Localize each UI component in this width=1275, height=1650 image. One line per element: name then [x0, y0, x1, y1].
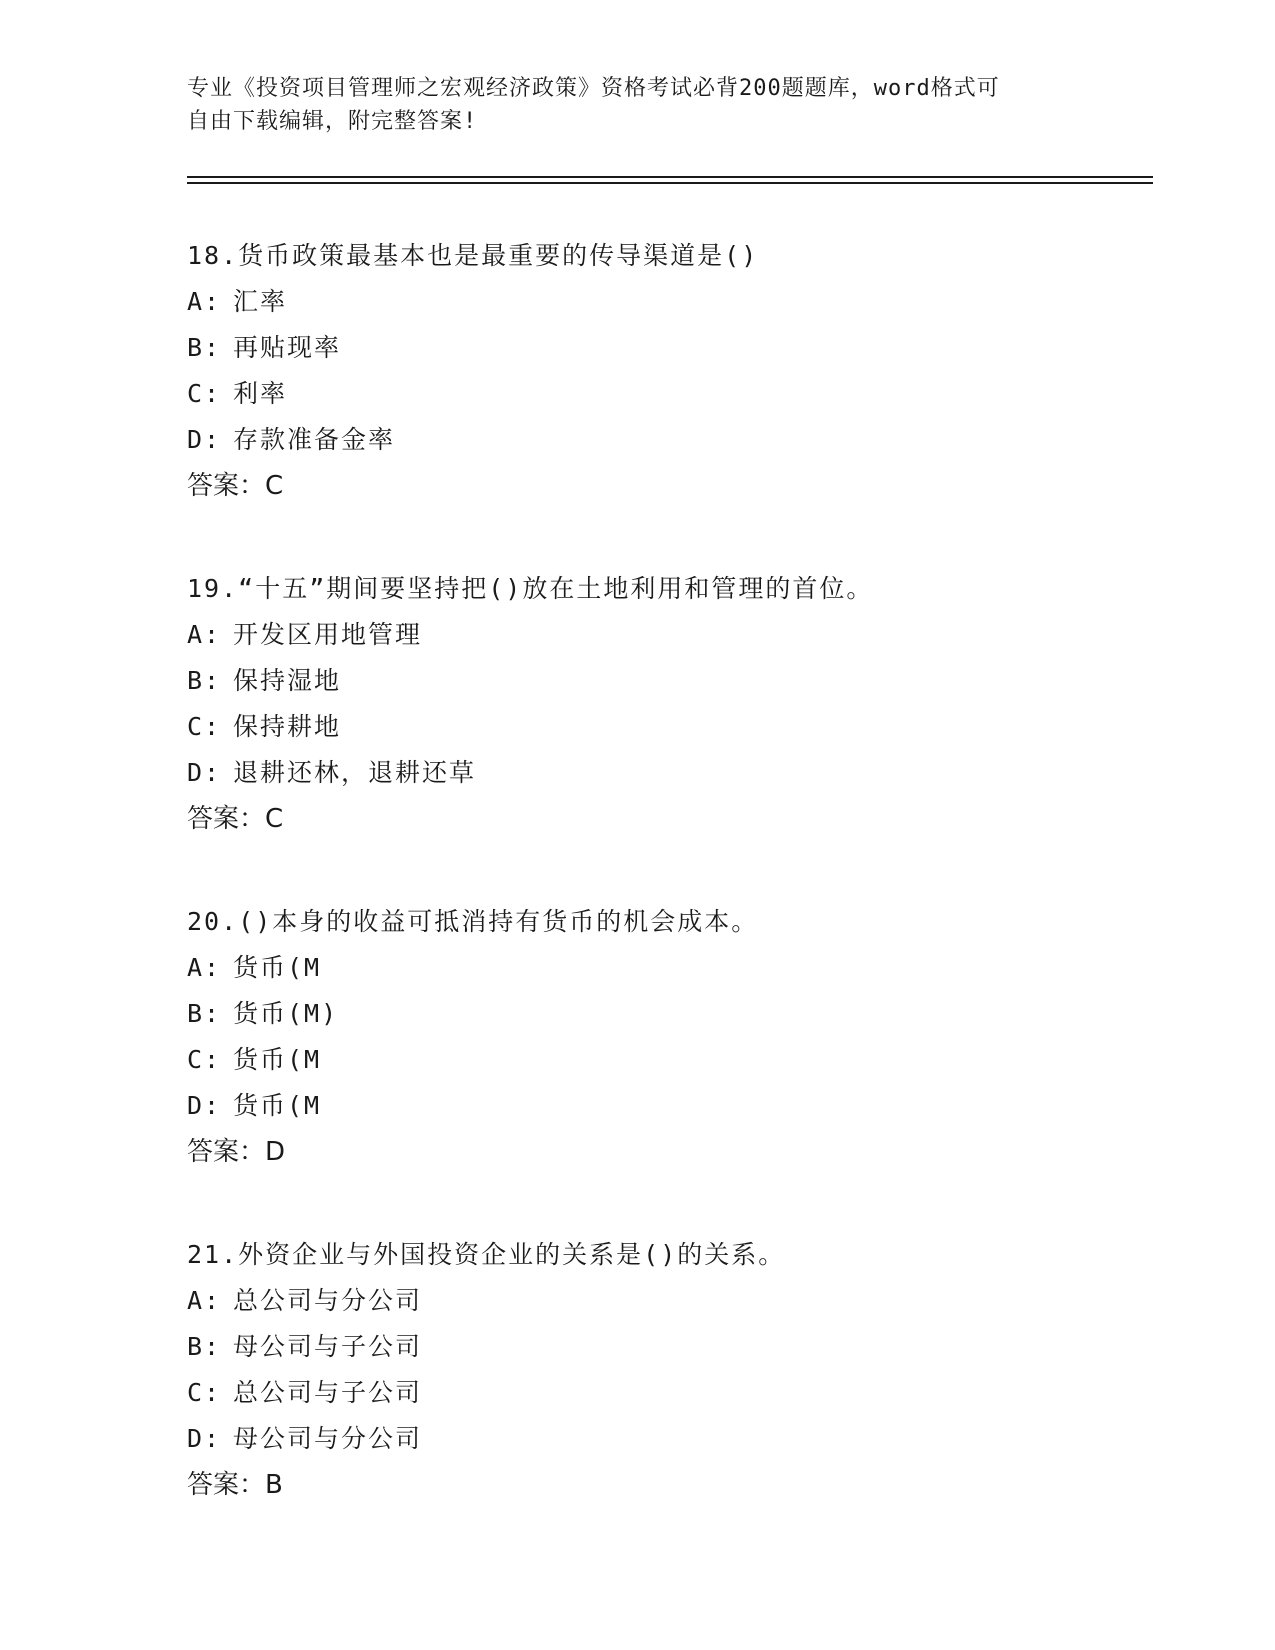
question-19	[187, 566, 1153, 842]
option-a	[187, 612, 1153, 658]
option-text: 再贴现率	[233, 333, 342, 362]
answer-line: 答案：C	[187, 804, 284, 834]
option-d	[187, 750, 1153, 796]
option-c	[187, 704, 1153, 750]
answer-line: 答案：B	[187, 1470, 283, 1500]
option-a	[187, 279, 1153, 325]
option-text: 货币(M)	[233, 999, 339, 1028]
question-stem	[187, 899, 1153, 945]
document-header	[187, 72, 1067, 138]
option-letter: A:	[187, 287, 222, 316]
option-b	[187, 658, 1153, 704]
option-letter: D:	[187, 758, 222, 787]
option-letter: D:	[187, 1424, 222, 1453]
option-letter: C:	[187, 1378, 222, 1407]
question-text: ()本身的收益可抵消持有货币的机会成本。	[238, 907, 759, 936]
question-number: 21.	[187, 1240, 239, 1269]
question-stem	[187, 566, 1153, 612]
option-text: 总公司与子公司	[233, 1378, 423, 1407]
option-d	[187, 1416, 1153, 1462]
option-letter: B:	[187, 999, 222, 1028]
question-number: 20.	[187, 907, 239, 936]
option-b	[187, 991, 1153, 1037]
option-text: 货币(M	[233, 1045, 322, 1074]
question-20	[187, 899, 1153, 1175]
option-c	[187, 1037, 1153, 1083]
option-text: 保持湿地	[233, 666, 342, 695]
option-letter: A:	[187, 1286, 222, 1315]
question-text: “十五”期间要坚持把()放在土地利用和管理的首位。	[238, 574, 874, 603]
question-number: 19.	[187, 574, 239, 603]
option-letter: B:	[187, 1332, 222, 1361]
header-line-2: 自由下载编辑，附完整答案!	[187, 109, 478, 134]
option-letter: D:	[187, 425, 222, 454]
question-text: 货币政策最基本也是最重要的传导渠道是()	[238, 241, 759, 270]
option-text: 利率	[233, 379, 288, 408]
option-d	[187, 417, 1153, 463]
question-number: 18.	[187, 241, 239, 270]
option-letter: A:	[187, 953, 222, 982]
option-letter: B:	[187, 666, 222, 695]
question-18	[187, 233, 1153, 509]
question-21	[187, 1232, 1153, 1508]
question-text: 外资企业与外国投资企业的关系是()的关系。	[238, 1240, 786, 1269]
header-line-1: 专业《投资项目管理师之宏观经济政策》资格考试必背200题题库，word格式可	[187, 76, 1000, 101]
option-text: 存款准备金率	[233, 425, 396, 454]
option-text: 货币(M	[233, 953, 322, 982]
question-stem	[187, 233, 1153, 279]
header-divider-bottom	[187, 182, 1153, 184]
option-d	[187, 1083, 1153, 1129]
option-letter: C:	[187, 712, 222, 741]
option-letter: A:	[187, 620, 222, 649]
option-letter: B:	[187, 333, 222, 362]
option-text: 开发区用地管理	[233, 620, 423, 649]
option-text: 母公司与分公司	[233, 1424, 423, 1453]
option-c	[187, 371, 1153, 417]
option-text: 保持耕地	[233, 712, 342, 741]
option-b	[187, 1324, 1153, 1370]
option-text: 总公司与分公司	[233, 1286, 423, 1315]
header-divider-top	[187, 176, 1153, 178]
option-c	[187, 1370, 1153, 1416]
question-list	[187, 233, 1153, 1565]
option-a	[187, 945, 1153, 991]
option-letter: C:	[187, 379, 222, 408]
question-stem	[187, 1232, 1153, 1278]
option-text: 母公司与子公司	[233, 1332, 423, 1361]
answer-line: 答案：D	[187, 1137, 286, 1167]
option-a	[187, 1278, 1153, 1324]
option-text: 汇率	[233, 287, 288, 316]
option-text: 退耕还林，退耕还草	[233, 758, 477, 787]
option-letter: C:	[187, 1045, 222, 1074]
option-text: 货币(M	[233, 1091, 322, 1120]
option-letter: D:	[187, 1091, 222, 1120]
option-b	[187, 325, 1153, 371]
answer-line: 答案：C	[187, 471, 284, 501]
